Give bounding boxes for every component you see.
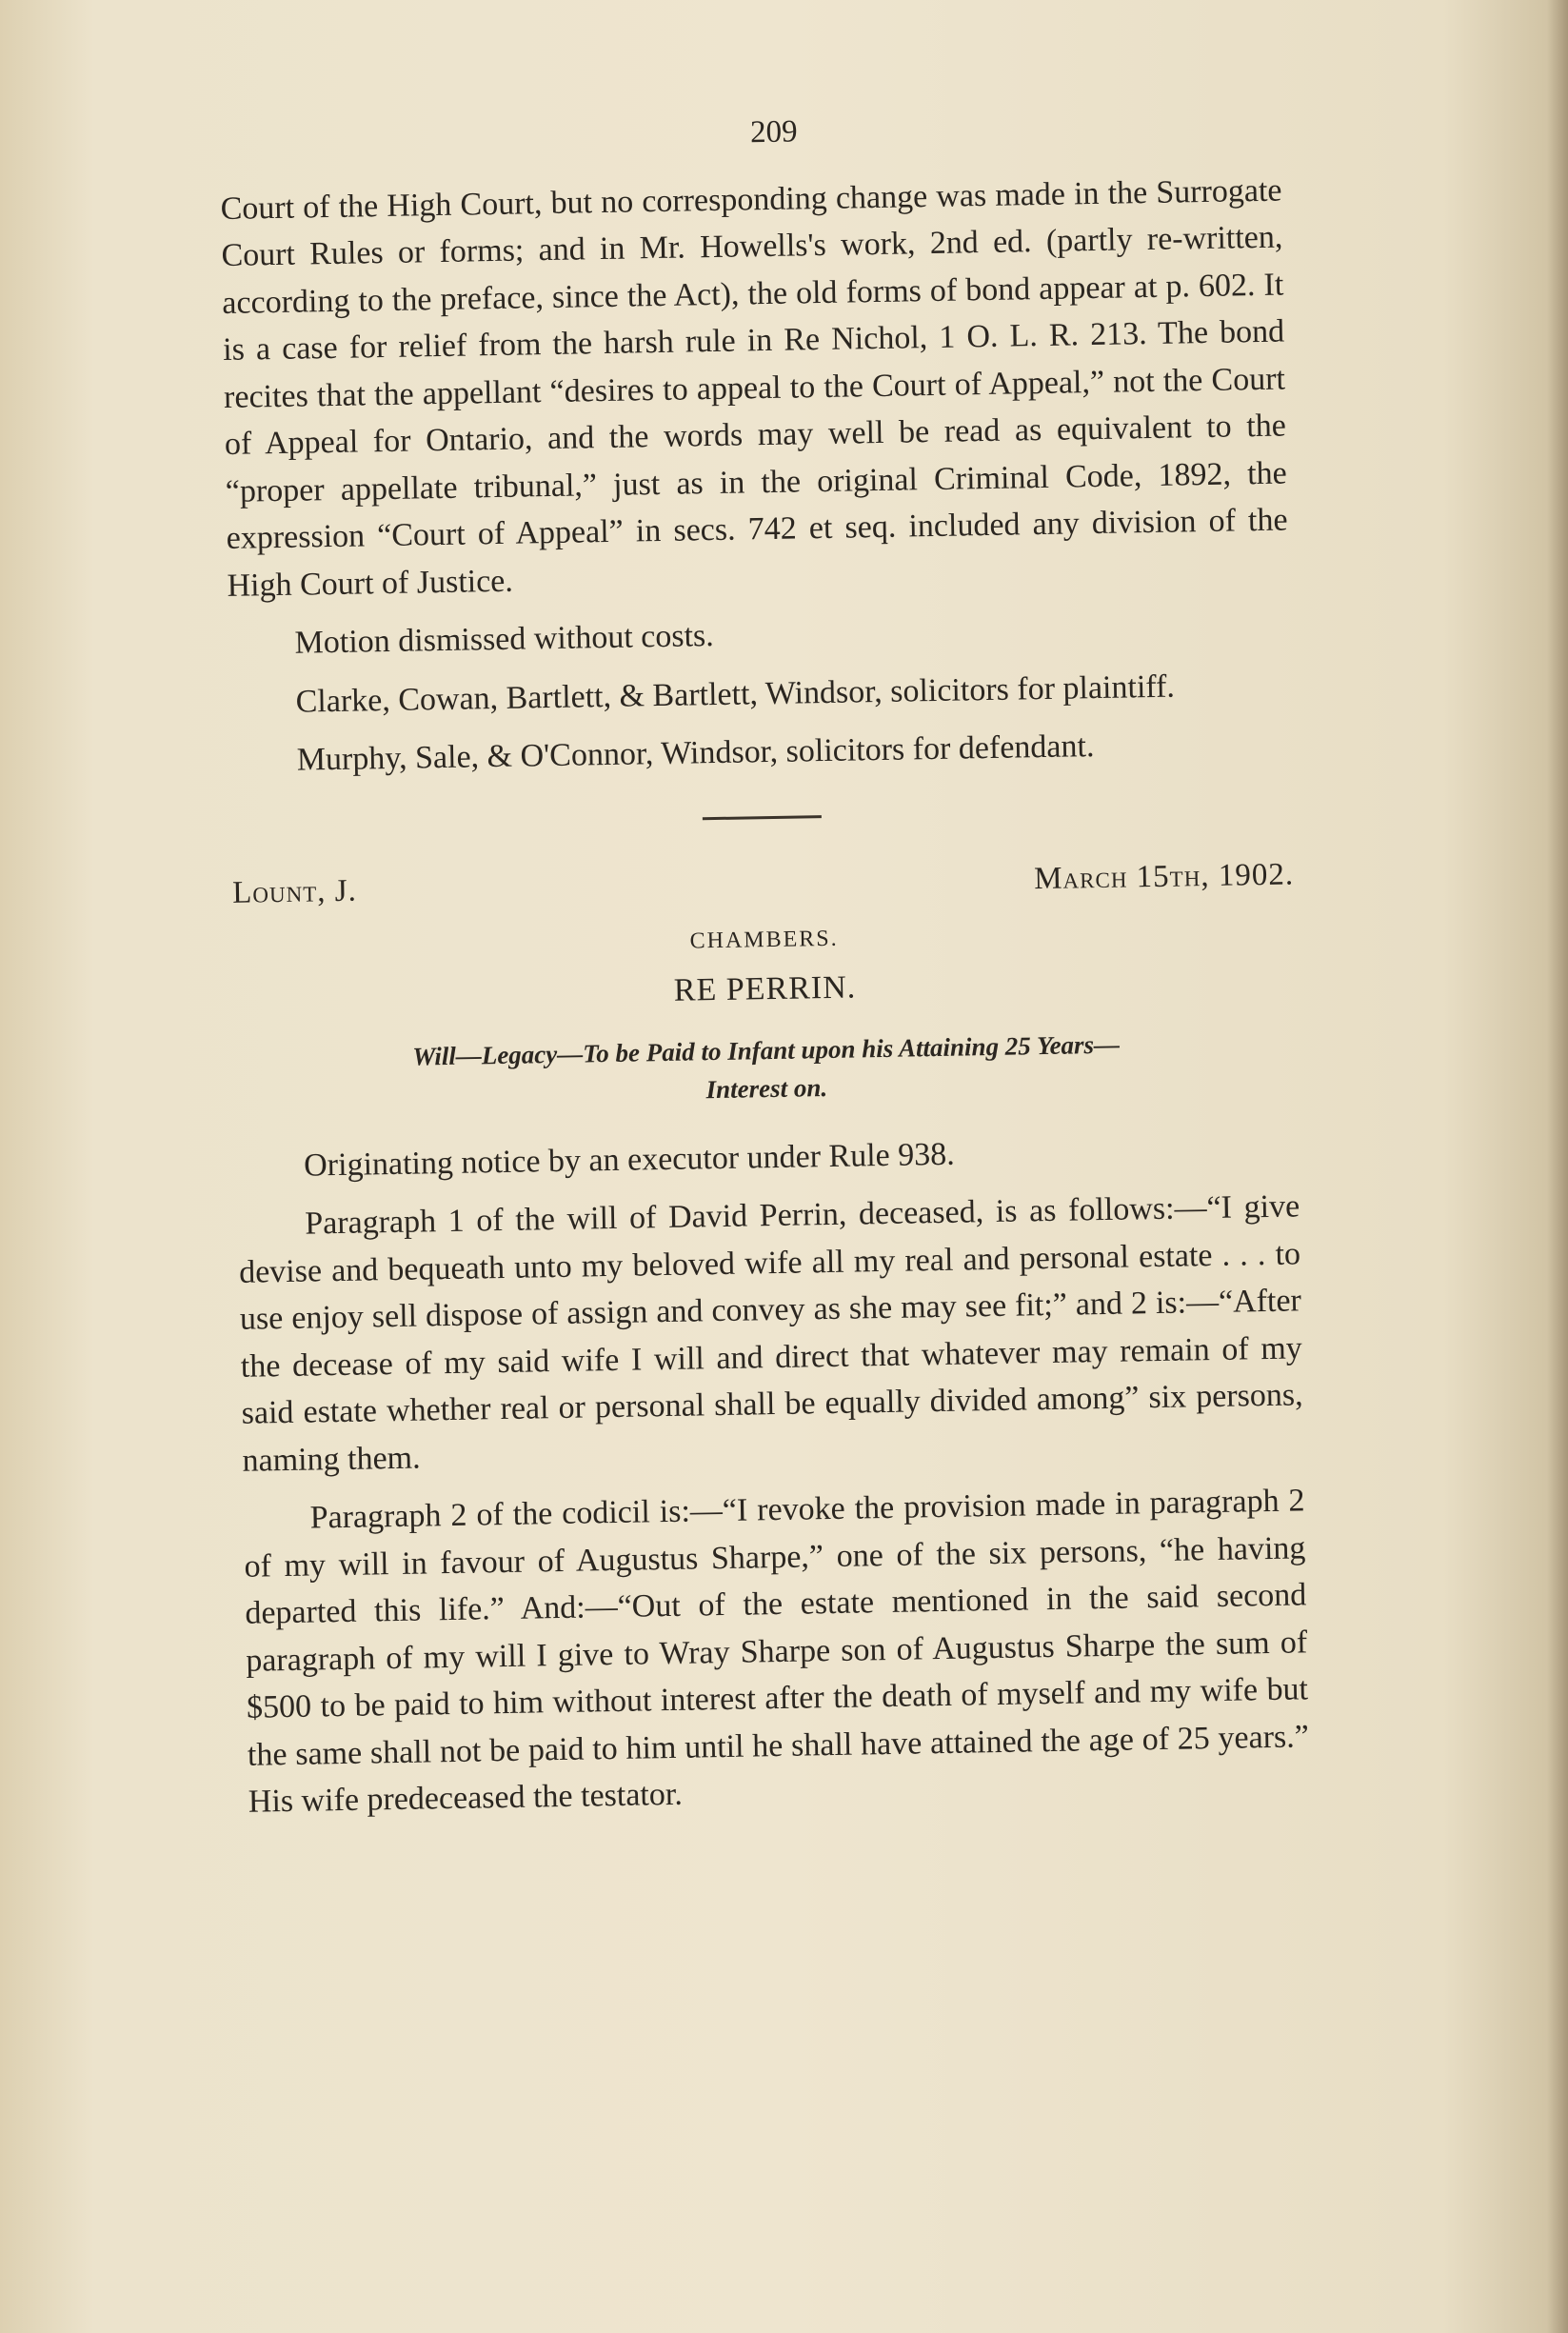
case-meta-row [232,851,1295,916]
headnote [235,1022,1298,1116]
paragraph-disposition: Motion dismissed without costs. [294,618,715,661]
headnote-line-1: Will—Legacy—To be Paid to Infant upon his Attaining 25 Years— [412,1029,1121,1071]
section-divider [703,815,822,820]
paragraph-plaintiff-solicitors: Clarke, Cowan, Bartlett, & Bartlett, Windsor, solicitors for plaintiff. [295,668,1176,720]
paragraph-originating-notice: Originating notice by an executor under Rule 938. [303,1136,955,1184]
court-division: CHAMBERS. [689,926,839,953]
headnote-line-2: Interest on. [705,1072,828,1104]
paragraph-will-clause: Paragraph 1 of the will of David Perrin, deceased, is as follows:—“I give devise and bequeath unto my beloved wife all my real and personal estate . . . to use enjoy sell dispose of assign and convey as she may see fit;” and 2 is:—“After the decease of my said wife I will and direct that whatever may remain of my said estate whether real or personal shall be equally divided among” six persons, naming them. [238,1188,1303,1479]
page-spine-shadow [1547,0,1568,2333]
page-content [219,101,1310,1826]
page-number: 209 [749,114,798,150]
case-title: RE PERRIN. [673,968,857,1008]
paragraph-continuation: Court of the High Court, but no corresponding change was made in the Surrogate Court Rules or forms; and in Mr. Howells's work, 2nd ed. (partly re-written, according to the preface, since the Act), the old forms of bond appear at p. 602. It is a case for relief from the harsh rule in Re Nichol, 1 O. L. R. 213. The bond recites that the appellant “desires to appeal to the Court of Appeal,” not the Court of Appeal for Ontario, and the words may well be read as equivalent to the “proper appellate tribunal,” just as in the original Criminal Code, 1892, the expression “Court of Appeal” in secs. 742 et seq. included any division of the High Court of Justice. [220,172,1288,604]
judge-name: Lount, J. [231,873,358,910]
paragraph-codicil-clause: Paragraph 2 of the codicil is:—“I revoke the provision made in paragraph 2 of my will in favour of Augustus Sharpe,” one of the six persons, “he having departed this life.” And:—“Out of the estate mentioned in the said second paragraph of my will I give to Wray Sharpe son of Augustus Sharpe the sum of $500 to be paid to him without interest after the death of myself and my wife but the same shall not be paid to him until he shall have attained the age of 25 years.” His wife predeceased the testator. [244,1483,1310,1820]
paragraph-defendant-solicitors: Murphy, Sale, & O'Connor, Windsor, solicitors for defendant. [296,728,1095,778]
decision-date: March 15th, 1902. [1033,856,1295,896]
